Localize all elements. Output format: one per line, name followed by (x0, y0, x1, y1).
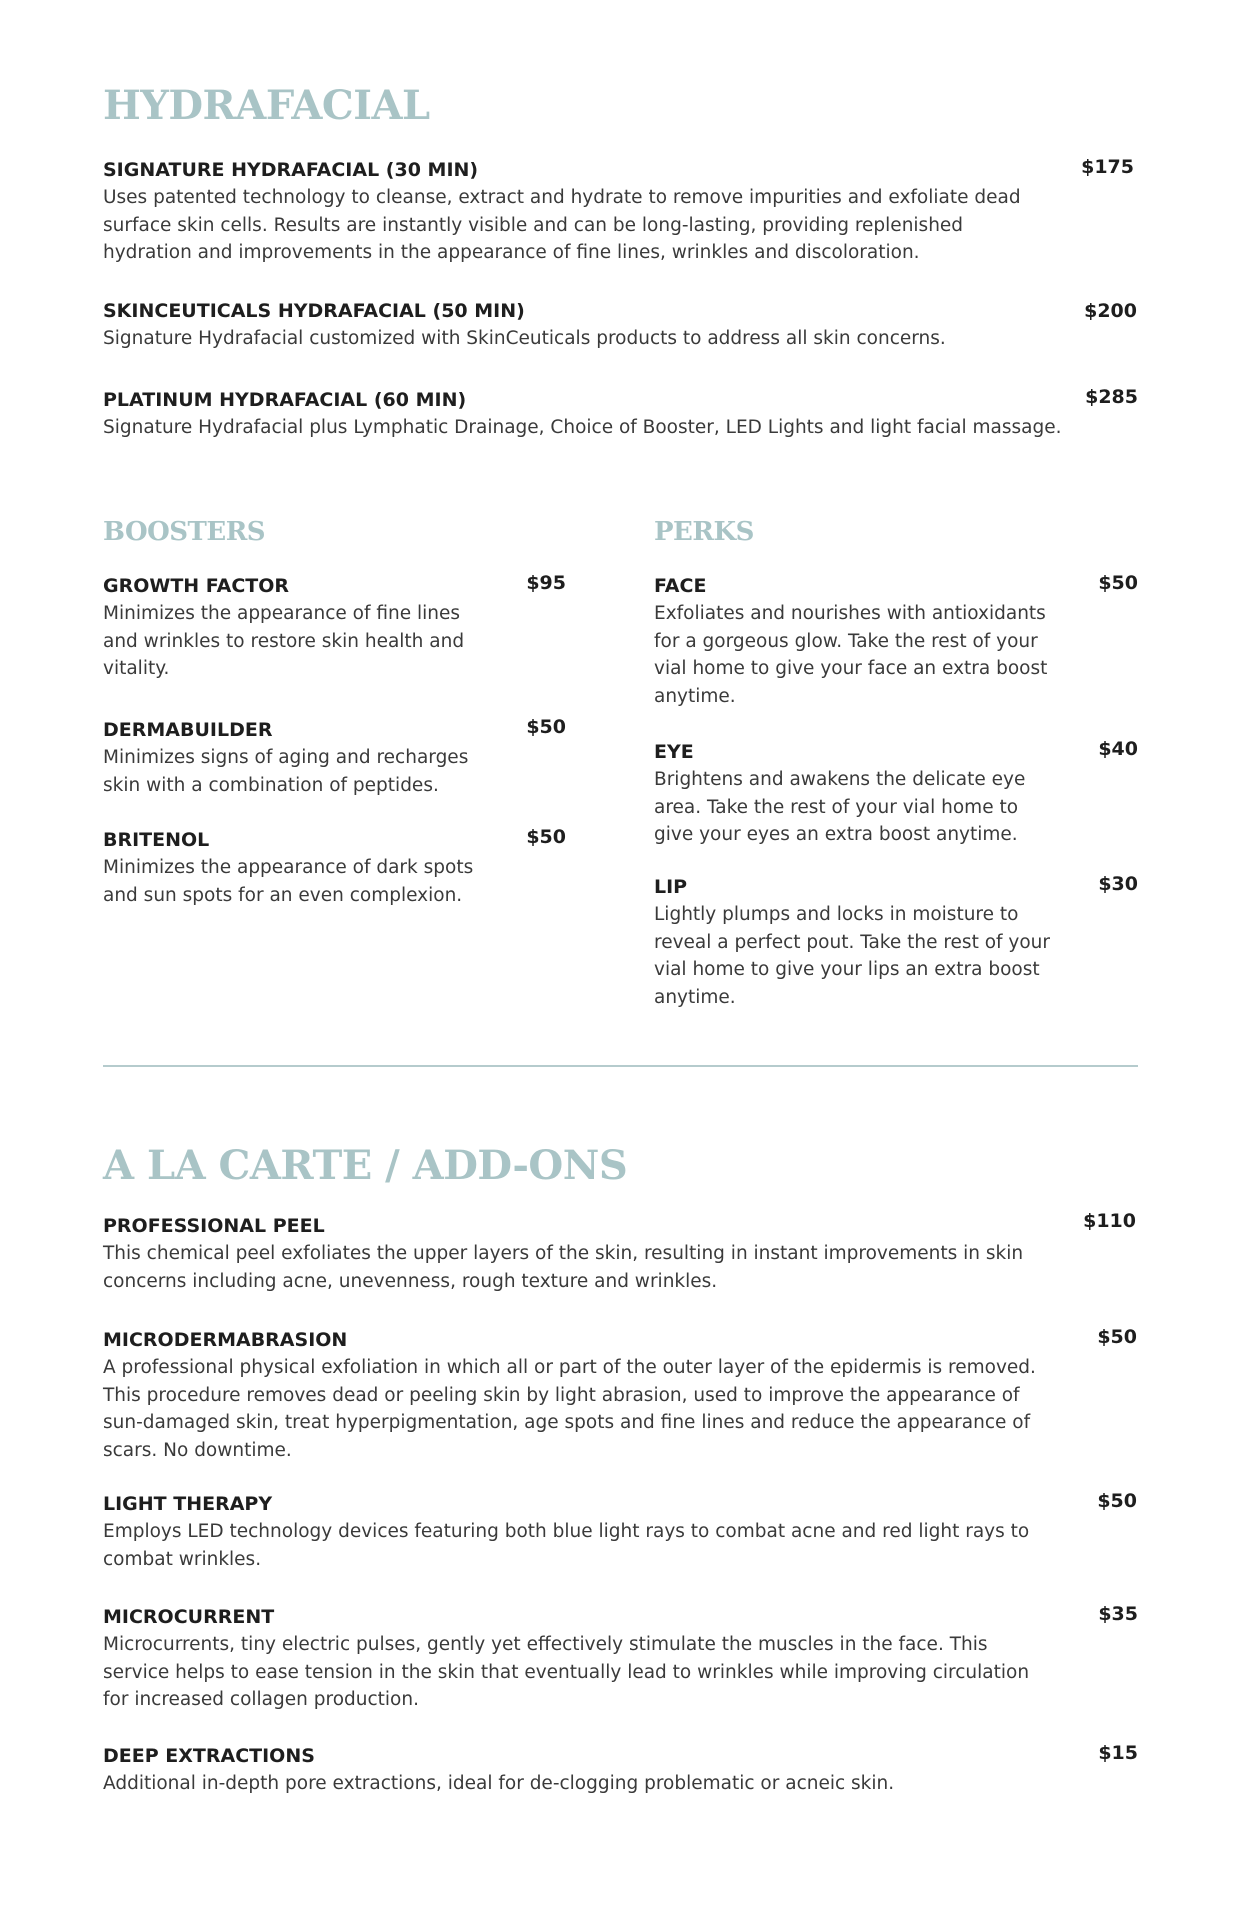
menu-item-skinceuticals-hydrafacial (103, 297, 1038, 353)
menu-item-dermabuilder (103, 716, 498, 799)
menu-item-professional-peel (103, 1212, 1038, 1295)
item-name: FACE (654, 575, 707, 597)
item-description: Minimizes signs of aging and recharges skin with a combination of peptides. (103, 747, 469, 796)
item-description: Minimizes the appearance of fine lines and wrinkles to restore skin health and vitality. (103, 603, 465, 679)
item-description: Signature Hydrafacial customized with SkinCeuticals products to address all skin concerns. (103, 328, 946, 349)
menu-item-microdermabrasion (103, 1326, 1048, 1464)
item-name: EYE (654, 741, 694, 763)
perks-heading: PERKS (654, 517, 754, 547)
item-price: $175 (1081, 156, 1134, 178)
item-name: DEEP EXTRACTIONS (103, 1745, 315, 1767)
menu-item-growth-factor (103, 572, 498, 683)
menu-item-microcurrent (103, 1603, 1038, 1714)
item-price: $15 (1098, 1742, 1138, 1764)
item-price: $30 (1098, 873, 1138, 895)
item-price: $35 (1098, 1603, 1138, 1625)
item-name: MICROCURRENT (103, 1606, 275, 1628)
item-name: LIGHT THERAPY (103, 1493, 273, 1515)
item-price: $40 (1098, 738, 1138, 760)
item-description: Employs LED technology devices featuring both blue light rays to combat acne and red light rays to combat wrinkles. (103, 1521, 1030, 1570)
item-name: GROWTH FACTOR (103, 575, 290, 597)
item-name: SKINCEUTICALS HYDRAFACIAL (50 MIN) (103, 300, 525, 322)
item-name: MICRODERMABRASION (103, 1329, 348, 1351)
item-price: $50 (1097, 1490, 1137, 1512)
item-price: $110 (1083, 1210, 1136, 1232)
item-description: This chemical peel exfoliates the upper layers of the skin, resulting in instant improvements in skin concerns including acne, unevenness, rough texture and wrinkles. (103, 1243, 1024, 1292)
alacarte-heading: A LA CARTE / ADD-ONS (103, 1142, 628, 1189)
hydrafacial-heading: HYDRAFACIAL (103, 82, 430, 129)
item-price: $50 (1097, 1326, 1137, 1348)
item-price: $95 (526, 572, 566, 594)
item-price: $50 (526, 716, 566, 738)
item-price: $50 (1098, 572, 1138, 594)
menu-item-lip (654, 873, 1059, 1011)
menu-item-face (654, 572, 1059, 710)
menu-item-signature-hydrafacial (103, 156, 1038, 267)
menu-item-britenol (103, 826, 498, 909)
item-name: LIP (654, 876, 688, 898)
item-price: $200 (1084, 300, 1137, 322)
section-divider (103, 1065, 1138, 1067)
menu-item-platinum-hydrafacial (103, 386, 1113, 442)
menu-item-eye (654, 738, 1059, 849)
item-name: PROFESSIONAL PEEL (103, 1215, 325, 1237)
item-description: Brightens and awakens the delicate eye area. Take the rest of your vial home to give your eyes an extra boost anytime. (654, 769, 1026, 845)
menu-item-light-therapy (103, 1490, 1038, 1573)
item-description: Lightly plumps and locks in moisture to reveal a perfect pout. Take the rest of your vial home to give your lips an extra boost anytime. (654, 904, 1051, 1008)
item-name: SIGNATURE HYDRAFACIAL (30 MIN) (103, 159, 479, 181)
item-description: Exfoliates and nourishes with antioxidants for a gorgeous glow. Take the rest of your vial home to give your face an extra boost anytime. (654, 603, 1048, 707)
item-description: Minimizes the appearance of dark spots and sun spots for an even complexion. (103, 857, 474, 906)
item-name: DERMABUILDER (103, 719, 273, 741)
menu-item-deep-extractions (103, 1742, 1038, 1798)
item-description: Microcurrents, tiny electric pulses, gently yet effectively stimulate the muscles in the face. This service helps to ease tension in the skin that eventually lead to wrinkles while improving circulation for increased collagen production. (103, 1634, 1030, 1710)
item-description: Additional in-depth pore extractions, ideal for de-clogging problematic or acneic skin. (103, 1773, 895, 1794)
item-name: PLATINUM HYDRAFACIAL (60 MIN) (103, 389, 467, 411)
item-price: $285 (1085, 386, 1138, 408)
item-price: $50 (526, 826, 566, 848)
item-description: Uses patented technology to cleanse, extract and hydrate to remove impurities and exfoliate dead surface skin cells. Results are instantly visible and can be long-lasting, providing replenished hydration and improvements in the appearance of fine lines, wrinkles and discoloration. (103, 187, 1021, 263)
item-name: BRITENOL (103, 829, 210, 851)
item-description: Signature Hydrafacial plus Lymphatic Drainage, Choice of Booster, LED Lights and light facial massage. (103, 417, 1062, 438)
boosters-heading: BOOSTERS (103, 517, 266, 547)
item-description: A professional physical exfoliation in which all or part of the outer layer of the epidermis is removed. This procedure removes dead or peeling skin by light abrasion, used to improve the appearance of sun-damaged skin, treat hyperpigmentation, age spots and fine lines and reduce the appearance of scars. No downtime. (103, 1357, 1036, 1461)
